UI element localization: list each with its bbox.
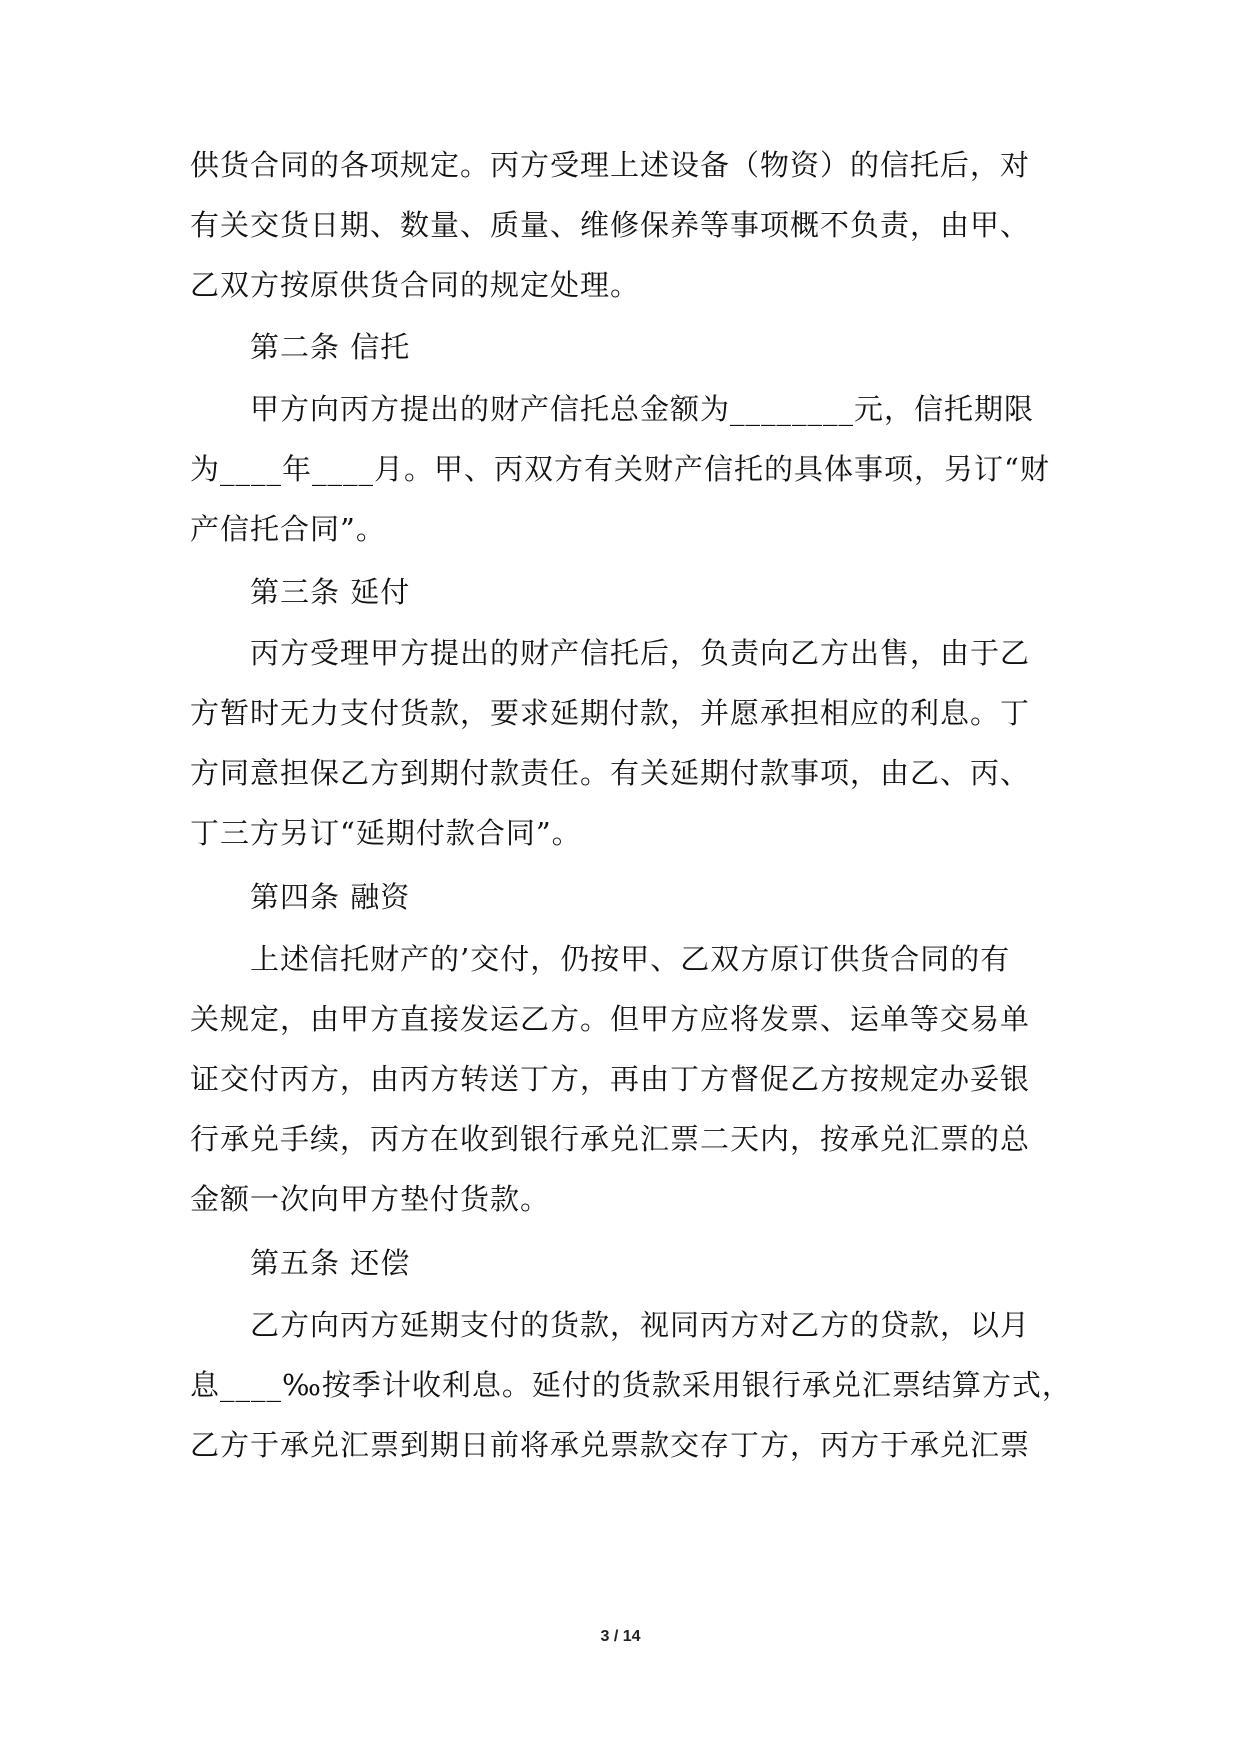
page-number: 3 / 14 [600,1628,641,1645]
section-heading: 第三条 延付 [250,575,411,609]
text-line: 方同意担保乙方到期付款责任。有关延期付款事项，由乙、丙、 [190,756,1031,790]
section-heading: 第五条 还偿 [250,1246,411,1280]
text-line: 证交付丙方，由丙方转送丁方，再由丁方督促乙方按规定办妥银 [190,1062,1031,1096]
text-line: 为____年____月。甲、丙双方有关财产信托的具体事项，另订“财 [190,452,1050,486]
text-line: 金额一次向甲方垫付货款。 [190,1182,551,1216]
section-heading: 第四条 融资 [250,880,411,914]
text-line: 丁三方另订“延期付款合同”。 [190,816,582,850]
text-line: 丙方受理甲方提出的财产信托后，负责向乙方出售，由于乙 [250,636,1031,670]
text-line: 产信托合同”。 [190,512,386,546]
text-line: 乙方向丙方延期支付的货款，视同丙方对乙方的贷款，以月 [250,1308,1031,1342]
text-line: 乙双方按原供货合同的规定处理。 [190,268,641,302]
text-line: 有关交货日期、数量、质量、维修保养等事项概不负责，由甲、 [190,208,1031,242]
text-line: 方暂时无力支付货款，要求延期付款，并愿承担相应的利息。丁 [190,696,1031,730]
text-line: 关规定，由甲方直接发运乙方。但甲方应将发票、运单等交易单 [190,1002,1031,1036]
section-heading: 第二条 信托 [250,330,411,364]
text-line: 行承兑手续，丙方在收到银行承兑汇票二天内，按承兑汇票的总 [190,1122,1031,1156]
text-line: 乙方于承兑汇票到期日前将承兑票款交存丁方，丙方于承兑汇票 [190,1428,1031,1462]
text-line: 上述信托财产的’交付，仍按甲、乙双方原订供货合同的有 [250,942,1011,976]
text-line: 息____‰按季计收利息。延付的货款采用银行承兑汇票结算方式， [190,1368,1072,1402]
text-line: 供货合同的各项规定。丙方受理上述设备（物资）的信托后，对 [190,148,1031,182]
text-line: 甲方向丙方提出的财产信托总金额为________元，信托期限 [250,392,1035,426]
